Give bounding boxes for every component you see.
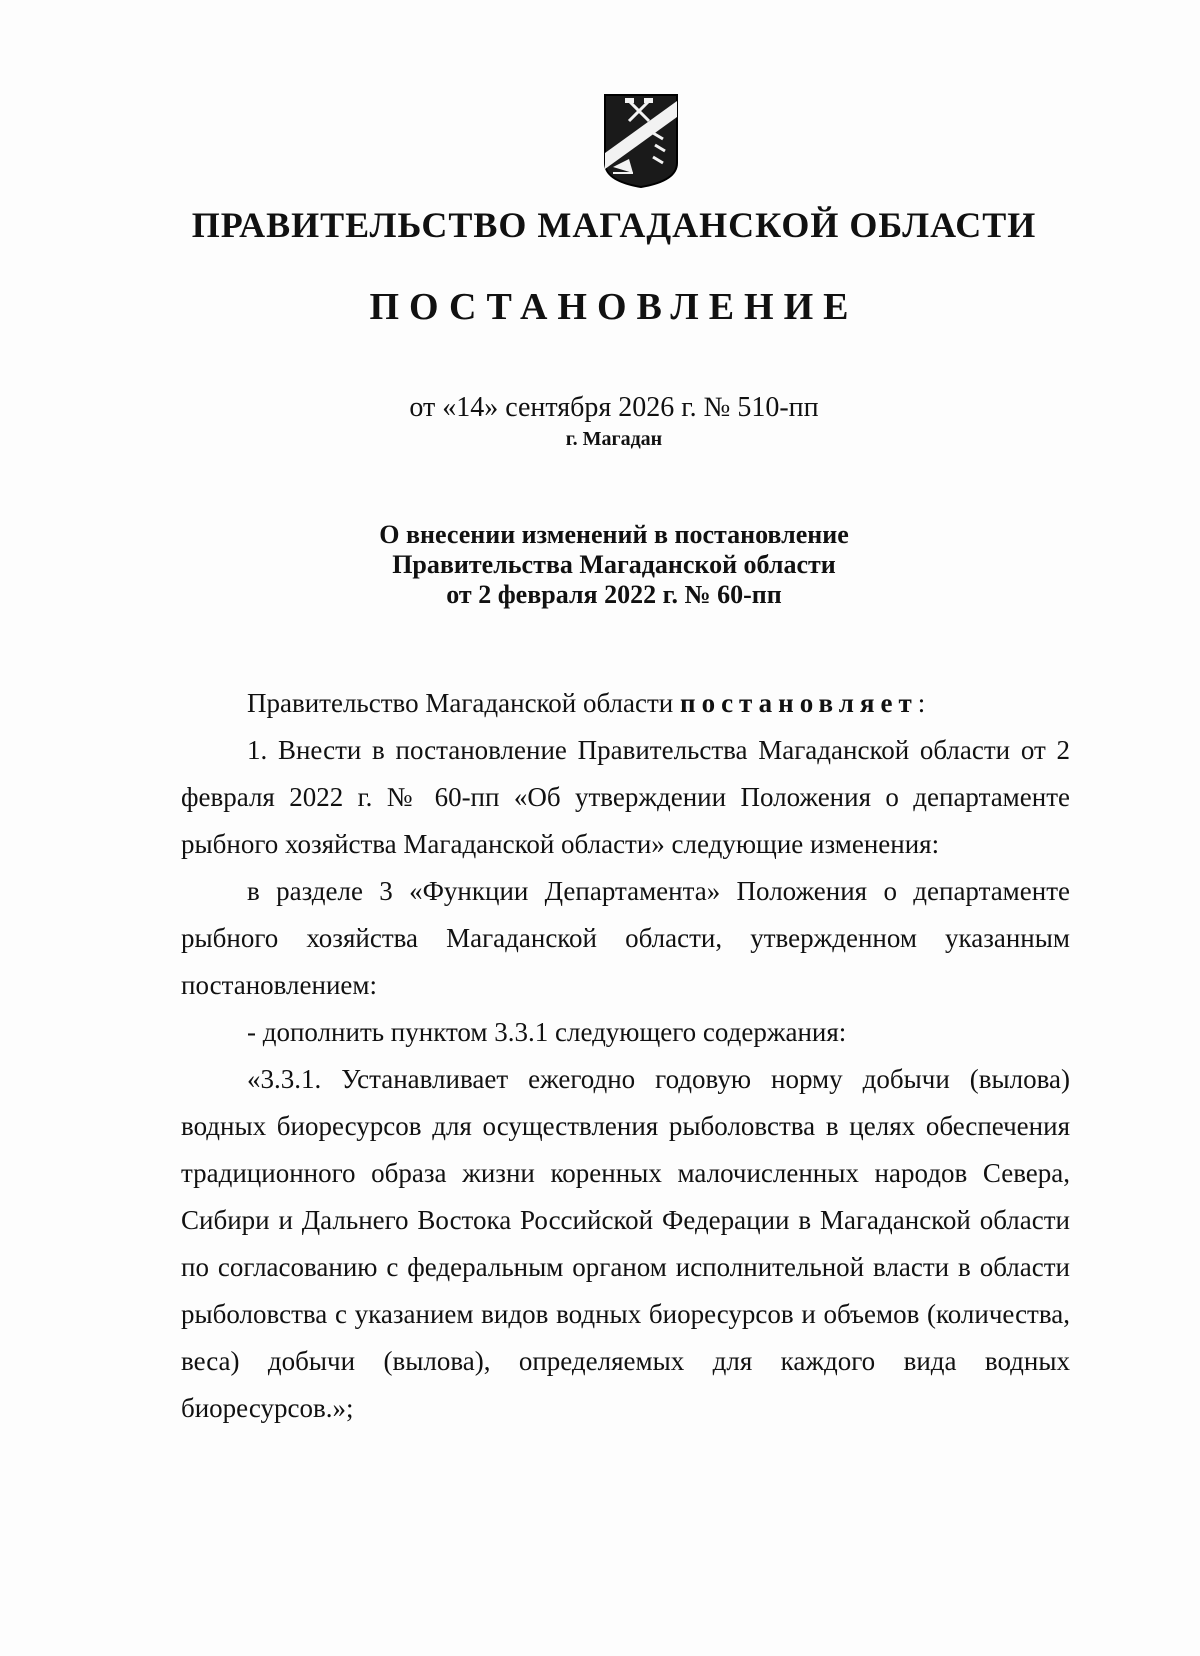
intro-paragraph: [181, 680, 1070, 727]
intro-suffix: :: [917, 688, 926, 718]
subject-line-1: О внесении изменений в постановление: [379, 520, 849, 549]
document-subject: [0, 520, 1200, 610]
organization-title: ПРАВИТЕЛЬСТВО МАГАДАНСКОЙ ОБЛАСТИ: [191, 205, 1037, 245]
subject-line-3: от 2 февраля 2022 г. № 60-пп: [446, 580, 782, 609]
paragraph-1: 1. Внести в постановление Правительства Магаданской области от 2 февраля 2022 г. № 60-пп «Об утверждении Положения о департаменте рыбного хозяйства Магаданской области» следующие изменения:: [181, 735, 1070, 859]
coat-of-arms-icon: [603, 93, 679, 189]
paragraph-4: «3.3.1. Устанавливает ежегодно годовую норму добычи (вылова) водных биоресурсов для осуществления рыболовства в целях обеспечения традиционного образа жизни коренных малочисленных народов Севера, Сибири и Дальнего Востока Российской Федерации в Магаданской области по согласованию с федеральным органом исполнительной власти в области рыболовства с указанием видов водных биоресурсов и объемов (количества, веса) добычи (вылова), определяемых для каждого вида водных биоресурсов.»;: [181, 1064, 1070, 1423]
intro-prefix: Правительство Магаданской области: [247, 688, 681, 718]
document-date-number: от «14» сентября 2026 г. № 510-пп: [409, 392, 819, 423]
paragraph-2: в разделе 3 «Функции Департамента» Положения о департаменте рыбного хозяйства Магаданской области, утвержденном указанным постановлением:: [181, 876, 1070, 1000]
paragraph-3: - дополнить пунктом 3.3.1 следующего содержания:: [247, 1017, 847, 1047]
document-body: [181, 680, 1070, 1432]
document-type-title: ПОСТАНОВЛЕНИЕ: [369, 286, 859, 328]
document-city: г. Магадан: [565, 428, 663, 450]
resolves-word: постановляет: [680, 688, 918, 718]
subject-line-2: Правительства Магаданской области: [392, 550, 836, 579]
